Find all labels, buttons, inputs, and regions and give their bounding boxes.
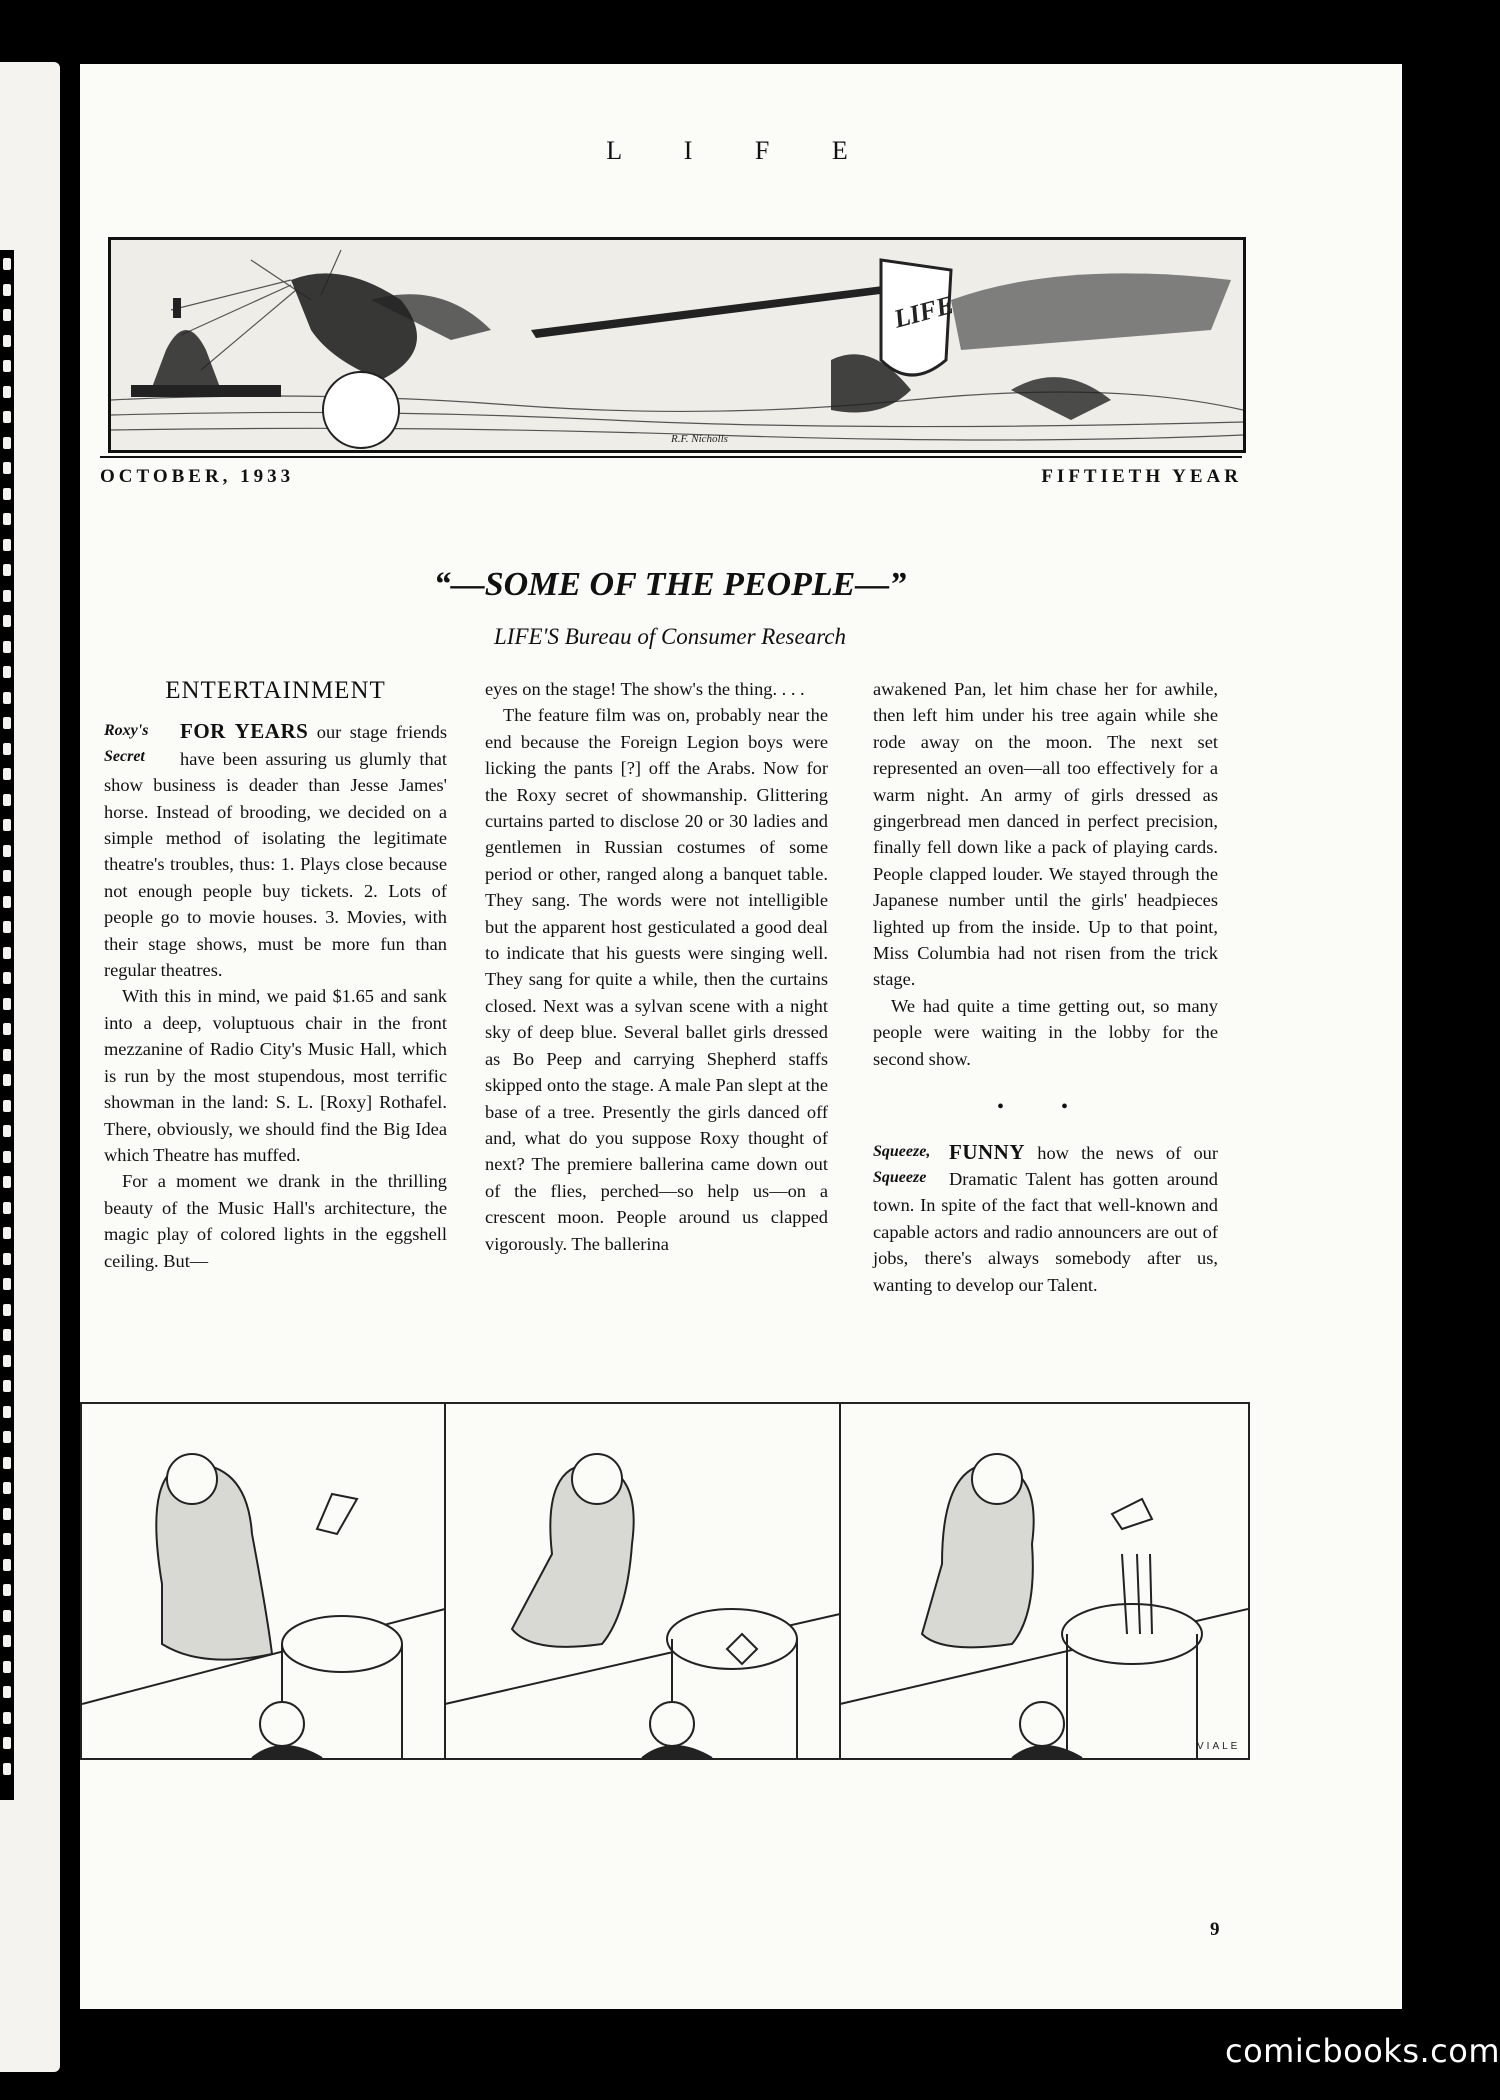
- binding-hole: [3, 998, 11, 1010]
- binding-hole: [3, 1686, 11, 1698]
- magazine-name: L I F E: [606, 136, 876, 165]
- binding-hole: [3, 1151, 11, 1163]
- binding-hole: [3, 1661, 11, 1673]
- issue-volume: FIFTIETH YEAR: [1041, 466, 1242, 487]
- binding-hole: [3, 1227, 11, 1239]
- binding-hole: [3, 1431, 11, 1443]
- article-title: “—SOME OF THE PEOPLE—”: [433, 566, 907, 603]
- binding-hole: [3, 360, 11, 372]
- cartoon-strip: [80, 1402, 1250, 1760]
- paragraph: With this in mind, we paid $1.65 and sank into a deep, voluptuous chair in the front mezzanine of Radio City's Music Hall, which is run by the most stupendous, most terrific showman in the land: S. L. [Roxy] Rothafel. There, obviously, we should find the Big Idea which Theatre has muffed.: [104, 986, 447, 1165]
- binding-hole: [3, 462, 11, 474]
- binding-hole: [3, 1304, 11, 1316]
- binding-hole: [3, 1635, 11, 1647]
- binding-hole: [3, 717, 11, 729]
- lead-word: FOR YEARS: [180, 719, 309, 744]
- issue-date: OCTOBER, 1933: [100, 466, 295, 487]
- binding-hole: [3, 513, 11, 525]
- binding-hole: [3, 819, 11, 831]
- binding-hole: [3, 411, 11, 423]
- binding-hole: [3, 692, 11, 704]
- binding-hole: [3, 1355, 11, 1367]
- paragraph: [873, 1139, 1218, 1298]
- binding-hole: [3, 794, 11, 806]
- column-3: [873, 676, 1218, 1298]
- binding-hole: [3, 1533, 11, 1545]
- binding-hole: [3, 1380, 11, 1392]
- binding-hole: [3, 666, 11, 678]
- binding-hole: [3, 1278, 11, 1290]
- binding-hole: [3, 1712, 11, 1724]
- binding-hole: [3, 539, 11, 551]
- binding-strip: [0, 250, 14, 1800]
- binding-hole: [3, 386, 11, 398]
- binding-hole: [3, 615, 11, 627]
- binding-hole: [3, 1023, 11, 1035]
- binding-hole: [3, 1508, 11, 1520]
- banner-signature: R.F. Nicholls: [671, 433, 728, 445]
- binding-hole: [3, 921, 11, 933]
- article-subtitle: LIFE'S Bureau of Consumer Research: [494, 624, 846, 649]
- dateline: [100, 456, 1242, 492]
- svg-text:LIFE: LIFE: [890, 289, 957, 334]
- site-watermark: comicbooks.com: [1225, 2032, 1500, 2070]
- masthead-illustration: [108, 237, 1246, 453]
- paragraph-text: how the news of our Dramatic Talent has gotten around town. In spite of the fact that well-known and capable actors and radio announcers are out of jobs, there's always somebody after us, wanting to develop our Talent.: [873, 1142, 1218, 1295]
- binding-hole: [3, 870, 11, 882]
- binding-hole: [3, 335, 11, 347]
- binding-hole: [3, 1763, 11, 1775]
- binding-hole: [3, 1584, 11, 1596]
- paragraph: eyes on the stage! The show's the thing. . . .: [485, 679, 805, 699]
- binding-hole: [3, 845, 11, 857]
- binding-hole: [3, 1329, 11, 1341]
- binding-hole: [3, 1253, 11, 1265]
- binding-hole: [3, 1176, 11, 1188]
- paragraph: awakened Pan, let him chase her for awhile, then left him under his tree again while she rode away on the moon. The next set represented an oven—all too effectively for a warm night. An army of girls dressed as gingerbread men danced in perfect precision, finally fell down like a pack of playing cards. People clapped louder. We stayed through the Japanese number until the girls' headpieces lighted up from the inside. Up to that point, Miss Columbia had not risen from the trick stage.: [873, 679, 1218, 990]
- section-separator: • •: [996, 1096, 1094, 1119]
- binding-hole: [3, 1610, 11, 1622]
- binding-hole: [3, 743, 11, 755]
- binding-hole: [3, 1125, 11, 1137]
- section-heading: ENTERTAINMENT: [165, 677, 386, 704]
- binding-hole: [3, 641, 11, 653]
- binding-hole: [3, 1457, 11, 1469]
- binding-hole: [3, 488, 11, 500]
- paragraph: [104, 718, 447, 983]
- binding-hole: [3, 1049, 11, 1061]
- sidehead-roxys-secret: Roxy's Secret: [104, 722, 149, 766]
- paragraph: For a moment we drank in the thrilling beauty of the Music Hall's architecture, the magic play of colored lights in the eggshell ceiling. But—: [104, 1171, 447, 1271]
- binding-hole: [3, 1202, 11, 1214]
- binding-hole: [3, 896, 11, 908]
- sidehead-squeeze: Squeeze, Squeeze: [873, 1142, 931, 1186]
- column-2: [485, 676, 828, 1257]
- binding-hole: [3, 284, 11, 296]
- paragraph: We had quite a time getting out, so many people were waiting in the lobby for the second show.: [873, 995, 1218, 1069]
- masthead-drawing: [111, 240, 1243, 450]
- binding-hole: [3, 590, 11, 602]
- binding-hole: [3, 768, 11, 780]
- binding-hole: [3, 309, 11, 321]
- binding-hole: [3, 972, 11, 984]
- binding-hole: [3, 258, 11, 270]
- cartoon-signature: VIALE: [1197, 1741, 1241, 1752]
- binding-hole: [3, 1100, 11, 1112]
- binding-hole: [3, 1482, 11, 1494]
- binding-hole: [3, 1737, 11, 1749]
- binding-hole: [3, 1406, 11, 1418]
- column-1: [104, 676, 447, 1274]
- binding-hole: [3, 1559, 11, 1571]
- binding-hole: [3, 437, 11, 449]
- magazine-page: [80, 64, 1402, 2009]
- cartoon-drawing: [82, 1404, 1248, 1758]
- binding-hole: [3, 947, 11, 959]
- paragraph-text: our stage friends have been assuring us glumly that show business is deader than Jesse James' horse. Instead of brooding, we decided on a simple method of isolating the legitimate theatre's troubles, thus: 1. Plays close because not enough people buy tickets. 2. Lots of people go to movie houses. 3. Movies, with their stage shows, must be more fun than regular theatres.: [104, 722, 447, 981]
- binding-hole: [3, 564, 11, 576]
- lead-word: FUNNY: [949, 1139, 1025, 1164]
- page-number: 9: [1210, 1919, 1220, 1940]
- paragraph: The feature film was on, probably near the end because the Foreign Legion boys were licking the pants [?] off the Arabs. Now for the Roxy secret of showmanship. Glittering curtains parted to disclose 20 or 30 ladies and gentlemen in Russian costumes of some period or other, ranged along a banquet table. They sang. The words were not intelligible but the apparent host gesticulated a good deal to indicate that his guests were singing well. They sang for quite a while, then the curtains closed. Next was a sylvan scene with a night sky of deep blue. Several ballet girls dressed as Bo Peep and carrying Shepherd staffs skipped onto the stage. A male Pan slept at the base of a tree. Presently the girls danced off and, what do you suppose Roxy thought of next? The premiere ballerina came down out of the flies, perched—so help us—on a crescent moon. People around us clapped vigorously. The ballerina: [485, 705, 828, 1254]
- binding-hole: [3, 1074, 11, 1086]
